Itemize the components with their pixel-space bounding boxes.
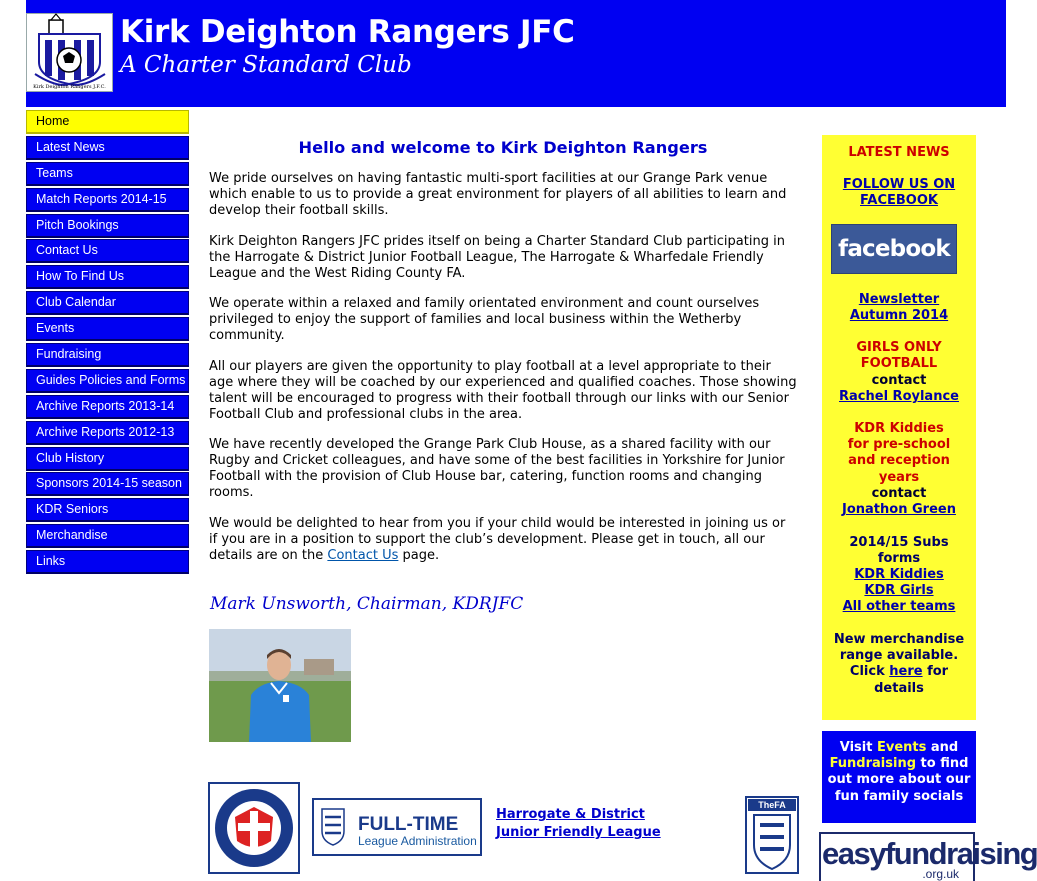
nav-item-links[interactable]: Links [26, 550, 189, 574]
contact-paragraph [209, 516, 797, 564]
merch-line-1: New merchandise [833, 632, 965, 647]
nav-item-pitch-bookings[interactable]: Pitch Bookings [26, 214, 189, 238]
chairman-photo [209, 629, 351, 742]
fa-label: TheFA [758, 800, 786, 810]
subs-other-teams-link[interactable]: All other teams [842, 599, 956, 614]
club-crest-logo[interactable] [26, 13, 113, 92]
merch-for: for [922, 664, 949, 680]
subs-kdr-kiddies-link[interactable]: KDR Kiddies [854, 567, 944, 582]
crest-caption: Kirk Deighton Rangers J.F.C. [33, 84, 106, 90]
follow-line-1: FOLLOW US ON [842, 177, 956, 192]
main-content [209, 138, 797, 579]
girls-contact-label: contact [871, 373, 927, 388]
subs-line-2: forms [877, 551, 921, 567]
full-time-logo[interactable] [312, 798, 482, 856]
chairman-signature: Mark Unsworth, Chairman, KDRJFC [210, 594, 524, 614]
easyfundraising-domain: .org.uk [922, 867, 959, 881]
newsletter-link[interactable] [822, 292, 976, 324]
kiddies-contact-link[interactable]: Jonathon Green [842, 502, 956, 517]
harrogate-line-1: Harrogate & District [496, 807, 645, 822]
socials-line-4: fun family socials [834, 788, 964, 804]
merch-line-4: details [874, 680, 924, 696]
socials-to-find: to find [916, 756, 969, 772]
players-paragraph: All our players are given the opportunity to play football at a level appropriate to their age where they will be coached by our experienced and qualified coaches. Those showing talent will be encouraged to progress with their football through our links with our Senior Football Club and professional clubs in the area. [209, 358, 797, 422]
girls-line-1: GIRLS ONLY [856, 340, 942, 355]
kiddies-line-2: for pre-school [847, 437, 951, 453]
kiddies-line-3: and reception [848, 453, 950, 469]
socials-line-3: out more about our [827, 772, 971, 788]
contact-us-link[interactable]: Contact Us [327, 547, 399, 563]
merchandise-here-link[interactable]: here [889, 664, 923, 680]
contact-text-before: We would be delighted to hear from you if your child would be interested in joining us or if you are in a position to support the club’s development. Please get in touch, all our details are on the [209, 515, 786, 563]
nav-item-guides-policies[interactable]: Guides Policies and Forms [26, 369, 189, 393]
subs-kdr-girls-link[interactable]: KDR Girls [864, 583, 934, 598]
merchandise-notice [822, 632, 976, 697]
nav-item-how-to-find-us[interactable]: How To Find Us [26, 265, 189, 289]
girls-contact-link[interactable]: Rachel Roylance [839, 389, 959, 404]
kiddies-contact-label: contact [871, 486, 927, 501]
kiddies-heading [822, 421, 976, 486]
harrogate-line-2: Junior Friendly League [496, 825, 661, 840]
site-title: Kirk Deighton Rangers JFC [120, 14, 575, 50]
nav-item-teams[interactable]: Teams [26, 162, 189, 186]
nav-item-sponsors[interactable]: Sponsors 2014-15 season [26, 472, 189, 496]
welcome-heading: Hello and welcome to Kirk Deighton Rangers [298, 138, 708, 157]
follow-facebook-link[interactable] [822, 177, 976, 209]
intro-paragraph: We pride ourselves on having fantastic multi-sport facilities at our Grange Park venue which enable to us to provide a great environment for players of all abilities to learn and develop their football skills. [209, 171, 787, 218]
nav-item-archive-2012-13[interactable]: Archive Reports 2012-13 [26, 421, 189, 445]
site-subtitle: A Charter Standard Club [120, 52, 412, 78]
nav-item-kdr-seniors[interactable]: KDR Seniors [26, 498, 189, 522]
merch-line-2: range available. [839, 648, 959, 664]
kiddies-line-4: years [878, 469, 920, 485]
nav-item-archive-2013-14[interactable]: Archive Reports 2013-14 [26, 395, 189, 419]
facebook-button[interactable]: facebook [831, 224, 957, 274]
socials-events-link[interactable]: Events [876, 740, 927, 755]
contact-text-after: page. [398, 547, 440, 563]
site-header [26, 0, 1006, 107]
latest-news-panel [822, 135, 976, 720]
the-fa-logo[interactable] [746, 797, 798, 873]
charter-paragraph: Kirk Deighton Rangers JFC prides itself on being a Charter Standard Club participating in the Harrogate & District Junior Football League, The Harrogate & Wharfedale Friendly League and the West Riding County FA. [209, 233, 785, 281]
clubhouse-paragraph: We have recently developed the Grange Park Club House, as a shared facility with our Rugby and Cricket colleagues, and have some of the best facilities in Yorkshire for Junior Football with the provision of Club House bar, catering, function rooms and changing rooms. [209, 437, 785, 501]
full-time-title: FULL-TIME [358, 814, 459, 835]
easyfundraising-text: easyfundraising [822, 836, 1037, 871]
newsletter-line-1: Newsletter [858, 292, 940, 307]
merch-click: Click [849, 664, 890, 680]
nav-item-merchandise[interactable]: Merchandise [26, 524, 189, 548]
newsletter-line-2: Autumn 2014 [849, 308, 949, 324]
family-socials-panel [822, 731, 976, 823]
kiddies-line-1: KDR Kiddies [854, 421, 944, 436]
nav-item-latest-news[interactable]: Latest News [26, 136, 189, 160]
sidebar-nav [26, 110, 189, 576]
socials-fundraising-link[interactable]: Fundraising [829, 756, 917, 772]
nav-item-events[interactable]: Events [26, 317, 189, 341]
latest-news-heading: LATEST NEWS [848, 145, 950, 160]
nav-item-fundraising[interactable]: Fundraising [26, 343, 189, 367]
follow-line-2: FACEBOOK [860, 193, 938, 209]
nav-item-club-history[interactable]: Club History [26, 447, 189, 471]
environment-paragraph: We operate within a relaxed and family orientated environment and count ourselves privileged to enjoy the support of families and local business within the Wetherby community. [209, 296, 760, 344]
harrogate-league-link[interactable] [496, 806, 661, 842]
socials-and: and [926, 740, 959, 755]
socials-visit: Visit [839, 740, 877, 755]
subs-line-1: 2014/15 Subs [849, 535, 949, 550]
nav-item-contact-us[interactable]: Contact Us [26, 239, 189, 263]
nav-item-club-calendar[interactable]: Club Calendar [26, 291, 189, 315]
girls-line-2: FOOTBALL [860, 356, 938, 372]
west-riding-fa-logo[interactable] [209, 783, 299, 873]
nav-item-match-reports[interactable]: Match Reports 2014-15 [26, 188, 189, 212]
girls-football-heading [822, 340, 976, 372]
nav-item-home[interactable]: Home [26, 110, 189, 134]
full-time-subtitle: League Administration [358, 834, 477, 848]
easyfundraising-logo[interactable] [819, 832, 1037, 881]
subs-forms-heading [822, 535, 976, 567]
